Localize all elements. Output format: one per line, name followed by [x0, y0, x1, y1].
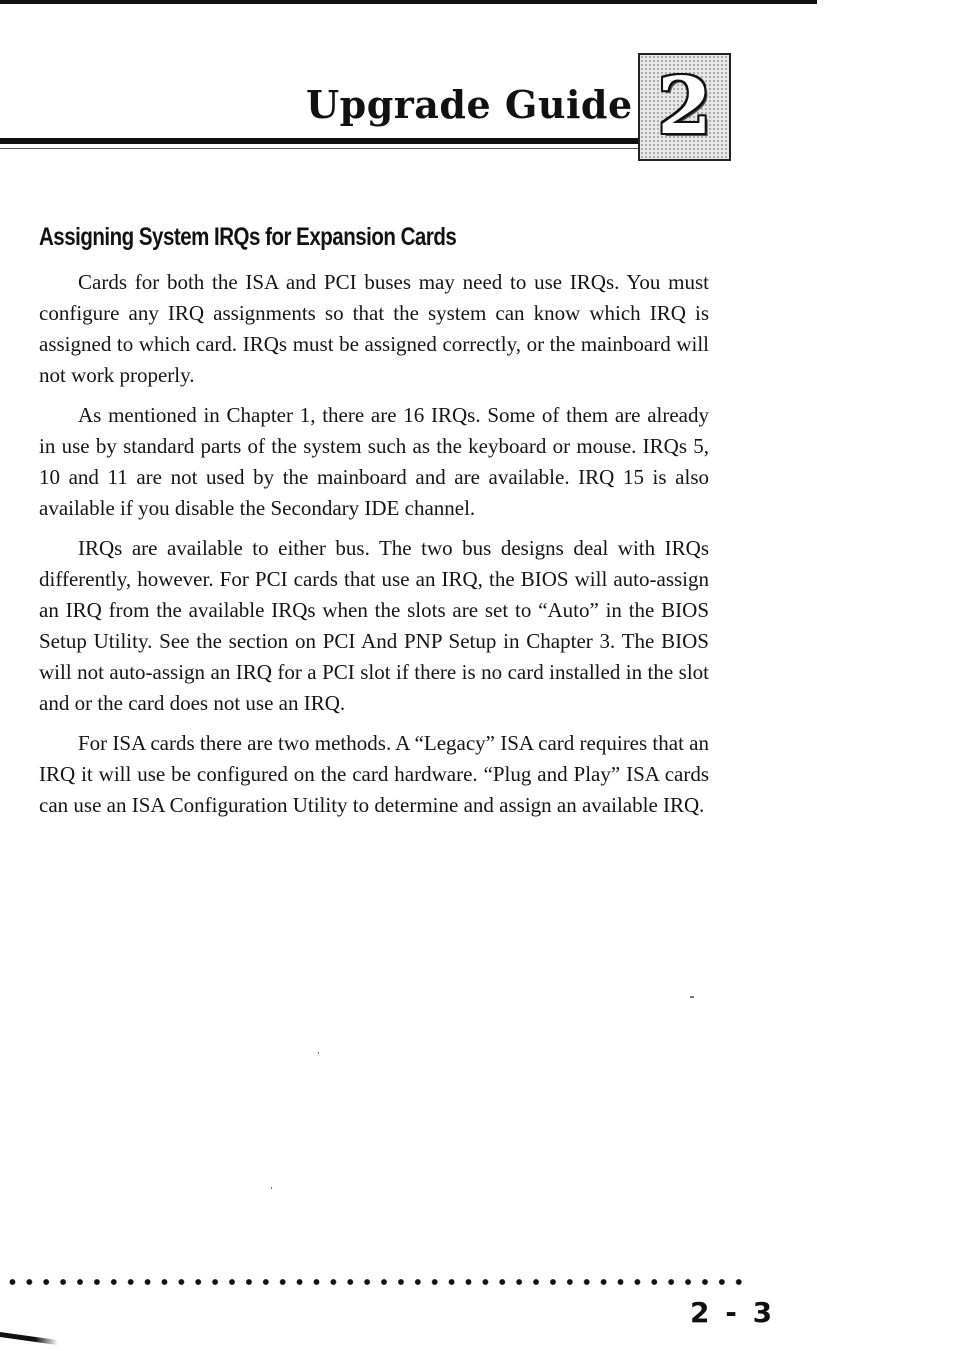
- corner-binding-mark: [0, 1332, 58, 1345]
- body-text: [39, 267, 709, 830]
- chapter-title: Upgrade Guide: [306, 82, 633, 127]
- chapter-number-box: [638, 53, 731, 161]
- scan-speck: [271, 1187, 272, 1189]
- paragraph-4: For ISA cards there are two methods. A “Legacy” ISA card requires that an IRQ it will use be configured on the card hardware. “Plug and Play” ISA cards can use an ISA Configuration Utility to determine and assign an available IRQ.: [39, 731, 709, 817]
- paragraph-2: As mentioned in Chapter 1, there are 16 IRQs. Some of them are already in use by standard parts of the system such as the keyboard or mouse. IRQs 5, 10 and 11 are not used by the mainboard and are available. IRQ 15 is also available if you disable the Secondary IDE channel.: [39, 403, 709, 520]
- section-heading: Assigning System IRQs for Expansion Cards: [39, 223, 457, 251]
- chapter-number: 2: [657, 61, 712, 152]
- footer-dotted-rule: [4, 1278, 748, 1286]
- paragraph-1: Cards for both the ISA and PCI buses may need to use IRQs. You must configure any IRQ assignments so that the system can know which IRQ is assigned to which card. IRQs must be assigned correctly, or the mainboard will not work properly.: [39, 270, 709, 387]
- paragraph-3: IRQs are available to either bus. The two bus designs deal with IRQs differently, however. For PCI cards that use an IRQ, the BIOS will auto-assign an IRQ from the available IRQs when the slots are set to “Auto” in the BIOS Setup Utility. See the section on PCI And PNP Setup in Chapter 3. The BIOS will not auto-assign an IRQ for a PCI slot if there is no card installed in the slot and or the card does not use an IRQ.: [39, 536, 709, 715]
- page-number: 2 - 3: [690, 1296, 776, 1329]
- title-underline-rule: [0, 138, 640, 144]
- top-border-rule: [0, 0, 817, 4]
- scan-speck: [690, 996, 694, 998]
- title-underline-rule-thin: [0, 148, 640, 149]
- scan-speck: [318, 1052, 319, 1054]
